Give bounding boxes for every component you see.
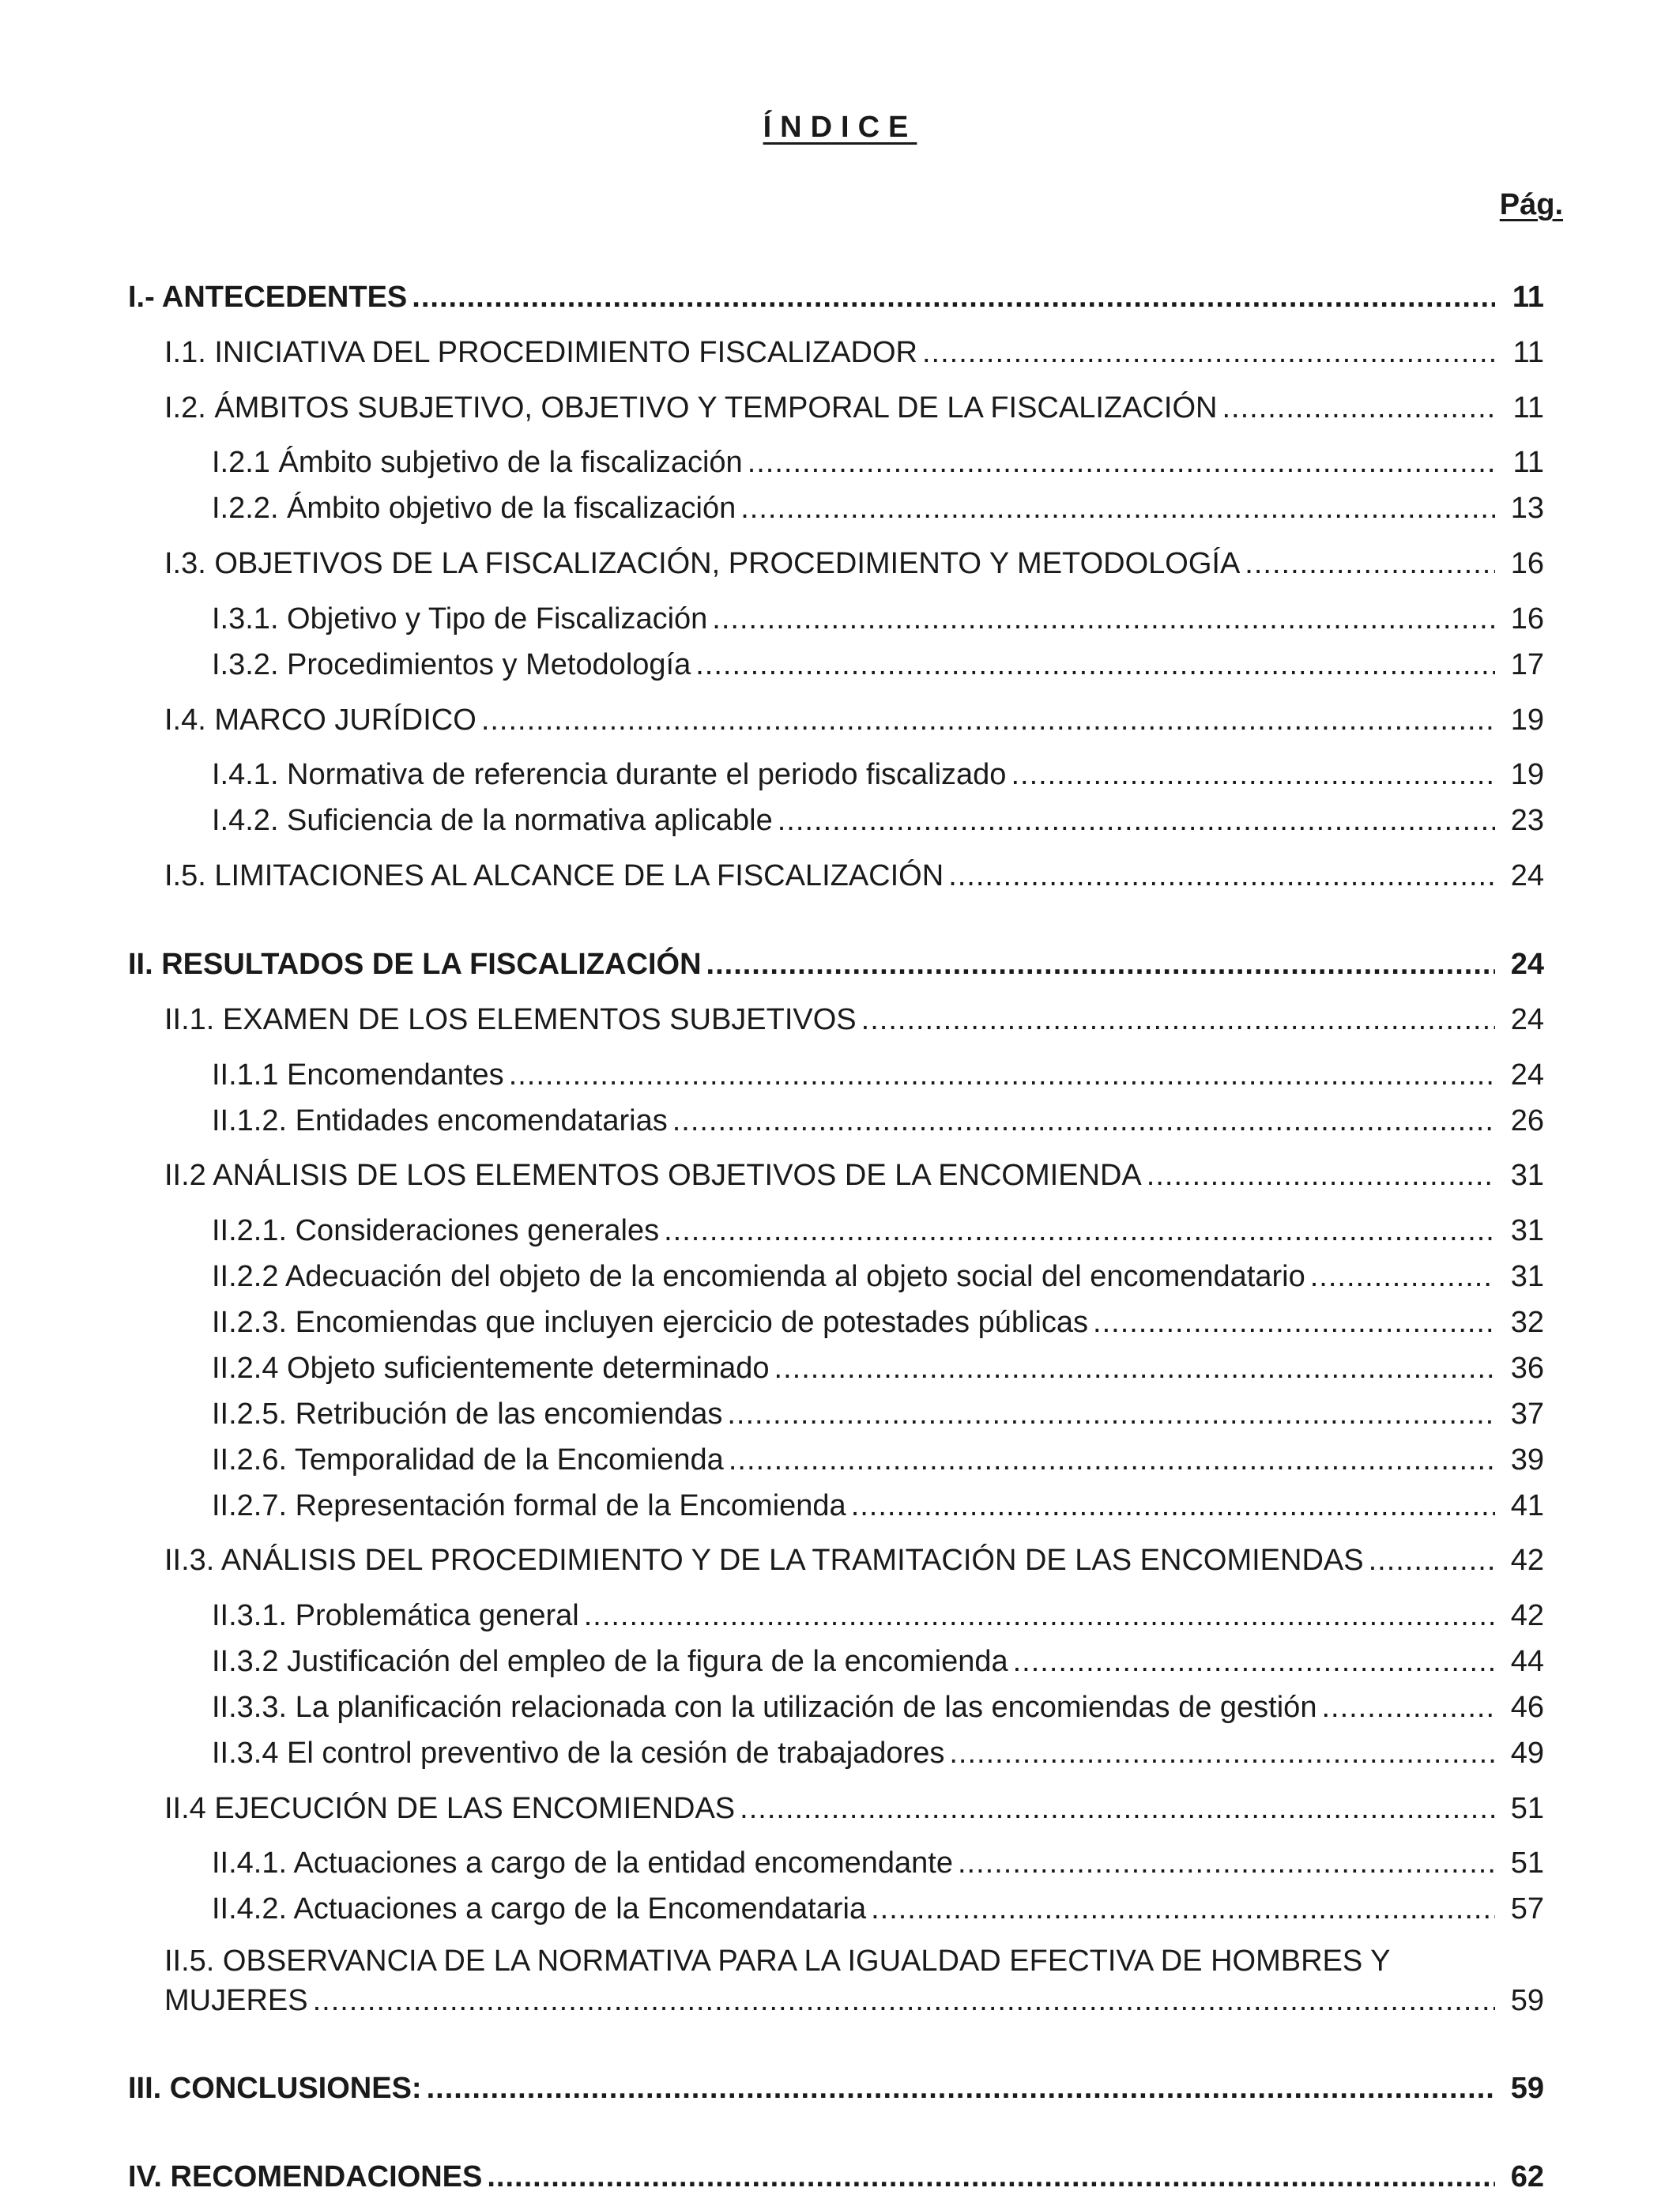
toc-entry[interactable]	[0, 1300, 1680, 1345]
toc-entry-page: 31	[1510, 1260, 1544, 1293]
toc-dot-leader	[584, 1594, 1495, 1638]
toc-entry[interactable]	[0, 1731, 1680, 1775]
toc-dot-leader	[727, 1392, 1495, 1436]
toc-entry-page: 59	[1510, 2072, 1544, 2105]
toc-entry[interactable]	[0, 1538, 1680, 1582]
toc-entry[interactable]	[0, 752, 1680, 797]
toc-entry-text: I.2.1 Ámbito subjetivo de la fiscalización	[212, 446, 743, 479]
toc-entry[interactable]	[0, 2066, 1672, 2110]
toc-entry[interactable]	[0, 386, 1680, 430]
toc-dot-leader	[1321, 1685, 1495, 1729]
toc-entry-text: II.2.3. Encomiendas que incluyen ejercicio de potestades públicas	[212, 1306, 1089, 1339]
toc-dot-leader	[851, 1484, 1495, 1528]
toc-entry-page: 32	[1510, 1306, 1544, 1339]
toc-dot-leader	[672, 1099, 1495, 1143]
toc-dot-leader	[740, 1786, 1495, 1831]
toc-entry-page: 19	[1510, 758, 1544, 791]
toc-entry-text: II.4.2. Actuaciones a cargo de la Encomendataria	[212, 1892, 867, 1926]
toc-entry-page: 11	[1512, 281, 1544, 314]
toc-entry-page: 26	[1510, 1104, 1544, 1137]
toc-entry-text: III. CONCLUSIONES:	[128, 2072, 422, 2105]
toc-entry-page: 16	[1510, 547, 1544, 580]
toc-entry-page: 31	[1510, 1159, 1544, 1192]
toc-entry[interactable]	[0, 2155, 1672, 2199]
toc-entry[interactable]	[0, 1941, 1680, 2024]
toc-entry-page: 37	[1510, 1397, 1544, 1431]
toc-dot-leader	[949, 1731, 1495, 1775]
toc-entry-text: II.3.3. La planificación relacionada con la utilización de las encomiendas de gestión	[212, 1691, 1317, 1724]
toc-dot-leader	[1310, 1254, 1495, 1299]
toc-entry[interactable]	[0, 440, 1680, 485]
toc-entry-page: 51	[1510, 1846, 1544, 1880]
toc-entry[interactable]	[0, 1254, 1680, 1299]
toc-entry-text: II.1.2. Entidades encomendatarias	[212, 1104, 668, 1137]
toc-entry[interactable]	[0, 1099, 1680, 1143]
toc-entry-text: I.4.1. Normativa de referencia durante el periodo fiscalizado	[212, 758, 1007, 791]
toc-entry-text: I.4.2. Suficiencia de la normativa aplicable	[212, 804, 773, 837]
toc-dot-leader	[695, 643, 1495, 687]
toc-entry-text: I.5. LIMITACIONES AL ALCANCE DE LA FISCALIZACIÓN	[164, 859, 944, 892]
toc-entry-text: II.2.4 Objeto suficientemente determinado	[212, 1352, 770, 1385]
toc-dot-leader	[487, 2155, 1495, 2199]
toc-entry-text: I.1. INICIATIVA DEL PROCEDIMIENTO FISCALIZADOR	[164, 336, 917, 369]
toc-entry-page: 11	[1512, 336, 1544, 369]
toc-entry[interactable]	[0, 1392, 1680, 1436]
toc-entry-text: II.2.1. Consideraciones generales	[212, 1214, 660, 1247]
toc-entry-page: 62	[1510, 2160, 1544, 2193]
index-title: ÍNDICE	[763, 111, 917, 144]
toc-entry-text: I.3.2. Procedimientos y Metodología	[212, 648, 691, 681]
toc-entry[interactable]	[0, 942, 1672, 986]
toc-entry[interactable]	[0, 698, 1680, 742]
page-column-header: Pág.	[1499, 188, 1563, 221]
toc-entry[interactable]	[0, 1153, 1680, 1198]
toc-entry-page: 16	[1510, 602, 1544, 636]
toc-dot-leader	[778, 798, 1495, 843]
toc-entry[interactable]	[0, 1786, 1680, 1831]
toc-entry-page: 23	[1510, 804, 1544, 837]
toc-entry[interactable]	[0, 1053, 1680, 1097]
toc-entry-text: II.1. EXAMEN DE LOS ELEMENTOS SUBJETIVOS	[164, 1003, 857, 1036]
toc-entry[interactable]	[0, 854, 1680, 898]
toc-dot-leader	[712, 597, 1495, 641]
toc-entry-page: 13	[1510, 492, 1544, 525]
toc-dot-leader	[871, 1887, 1495, 1931]
toc-entry[interactable]	[0, 486, 1680, 530]
toc-entry[interactable]	[0, 1484, 1680, 1528]
page-title	[0, 111, 1680, 145]
toc-entry-page: 31	[1510, 1214, 1544, 1247]
toc-entry[interactable]	[0, 330, 1680, 375]
toc-entry-text-continued: MUJERES	[164, 1984, 308, 2017]
toc-entry-page: 11	[1512, 446, 1544, 479]
toc-entry[interactable]	[0, 1594, 1680, 1638]
toc-entry-text: II.2.7. Representación formal de la Encomienda	[212, 1489, 846, 1522]
toc-entry-text: II.3.1. Problemática general	[212, 1599, 579, 1632]
toc-entry-text: II.2.5. Retribución de las encomiendas	[212, 1397, 723, 1431]
toc-entry-text: II.5. OBSERVANCIA DE LA NORMATIVA PARA LA IGUALDAD EFECTIVA DE HOMBRES Y	[164, 1944, 1391, 1978]
toc-dot-leader	[664, 1209, 1495, 1253]
toc-dot-leader	[1147, 1153, 1495, 1198]
toc-entry[interactable]	[0, 275, 1672, 319]
toc-dot-leader	[861, 998, 1495, 1042]
toc-entry-page: 46	[1510, 1691, 1544, 1724]
toc-dot-leader	[922, 330, 1495, 375]
toc-entry[interactable]	[0, 643, 1680, 687]
toc-entry-page: 24	[1510, 948, 1544, 981]
toc-entry-page: 41	[1510, 1489, 1544, 1522]
toc-entry[interactable]	[0, 1887, 1680, 1931]
toc-dot-leader	[1013, 1639, 1495, 1684]
toc-entry-text: IV. RECOMENDACIONES	[128, 2160, 483, 2193]
toc-entry-text: I.3.1. Objetivo y Tipo de Fiscalización	[212, 602, 708, 636]
toc-dot-leader	[412, 275, 1495, 319]
toc-entry-text: II.3.4 El control preventivo de la cesión de trabajadores	[212, 1737, 945, 1770]
toc-entry[interactable]	[0, 541, 1680, 586]
toc-dot-leader	[729, 1438, 1495, 1482]
toc-entry[interactable]	[0, 1346, 1680, 1390]
toc-entry-text: II.1.1 Encomendantes	[212, 1058, 504, 1092]
toc-dot-leader	[706, 942, 1495, 986]
toc-dot-leader	[1245, 541, 1495, 586]
toc-entry-text: I.2.2. Ámbito objetivo de la fiscalización	[212, 492, 736, 525]
toc-dot-leader	[1011, 752, 1495, 797]
toc-entry-text: II.2.2 Adecuación del objeto de la encomienda al objeto social del encomendatario	[212, 1260, 1305, 1293]
toc-entry-page: 11	[1512, 391, 1544, 424]
toc-entry-text: II. RESULTADOS DE LA FISCALIZACIÓN	[128, 948, 702, 981]
toc-entry-page: 39	[1510, 1443, 1544, 1477]
toc-dot-leader	[427, 2066, 1495, 2110]
toc-entry-text: II.4 EJECUCIÓN DE LAS ENCOMIENDAS	[164, 1792, 736, 1825]
toc-entry[interactable]	[0, 1438, 1680, 1482]
toc-entry-page: 42	[1510, 1599, 1544, 1632]
toc-dot-leader	[948, 854, 1495, 898]
toc-entry-page: 59	[1510, 1984, 1544, 2017]
toc-entry-text: II.2.6. Temporalidad de la Encomienda	[212, 1443, 724, 1477]
toc-dot-leader	[774, 1346, 1495, 1390]
toc-entry-page: 24	[1510, 859, 1544, 892]
toc-entry-page: 49	[1510, 1737, 1544, 1770]
toc-entry[interactable]	[0, 1685, 1680, 1729]
toc-dot-leader	[748, 440, 1495, 485]
toc-entry-text: II.4.1. Actuaciones a cargo de la entidad encomendante	[212, 1846, 953, 1880]
toc-entry[interactable]	[0, 1209, 1680, 1253]
toc-entry-text: I.2. ÁMBITOS SUBJETIVO, OBJETIVO Y TEMPORAL DE LA FISCALIZACIÓN	[164, 391, 1218, 424]
toc-entry-page: 51	[1510, 1792, 1544, 1825]
toc-dot-leader	[740, 486, 1495, 530]
toc-entry-text: II.2 ANÁLISIS DE LOS ELEMENTOS OBJETIVOS DE LA ENCOMIENDA	[164, 1159, 1142, 1192]
toc-entry-text: II.3.2 Justificación del empleo de la figura de la encomienda	[212, 1645, 1008, 1678]
toc-dot-leader	[313, 1981, 1495, 2020]
toc-dot-leader	[958, 1841, 1495, 1885]
toc-entry-page: 24	[1510, 1003, 1544, 1036]
toc-entry[interactable]	[0, 597, 1680, 641]
toc-dot-leader	[1093, 1300, 1495, 1345]
toc-entry-page: 44	[1510, 1645, 1544, 1678]
toc-entry-text: I.- ANTECEDENTES	[128, 281, 408, 314]
toc-dot-leader	[481, 698, 1495, 742]
toc-entry[interactable]	[0, 998, 1680, 1042]
toc-dot-leader	[1369, 1538, 1495, 1582]
toc-entry-page: 42	[1510, 1544, 1544, 1577]
toc-entry-page: 36	[1510, 1352, 1544, 1385]
toc-entry-text: II.3. ANÁLISIS DEL PROCEDIMIENTO Y DE LA TRAMITACIÓN DE LAS ENCOMIENDAS	[164, 1544, 1364, 1577]
toc-entry-page: 57	[1510, 1892, 1544, 1926]
toc-dot-leader	[509, 1053, 1495, 1097]
toc-entry-page: 17	[1510, 648, 1544, 681]
toc-dot-leader	[1222, 386, 1495, 430]
toc-entry[interactable]	[0, 798, 1680, 843]
toc-entry-text: I.3. OBJETIVOS DE LA FISCALIZACIÓN, PROCEDIMIENTO Y METODOLOGÍA	[164, 547, 1241, 580]
toc-entry-page: 19	[1510, 703, 1544, 737]
toc-entry[interactable]	[0, 1841, 1680, 1885]
toc-entry[interactable]	[0, 1639, 1680, 1684]
toc-entry-page: 24	[1510, 1058, 1544, 1092]
toc-entry-text: I.4. MARCO JURÍDICO	[164, 703, 477, 737]
